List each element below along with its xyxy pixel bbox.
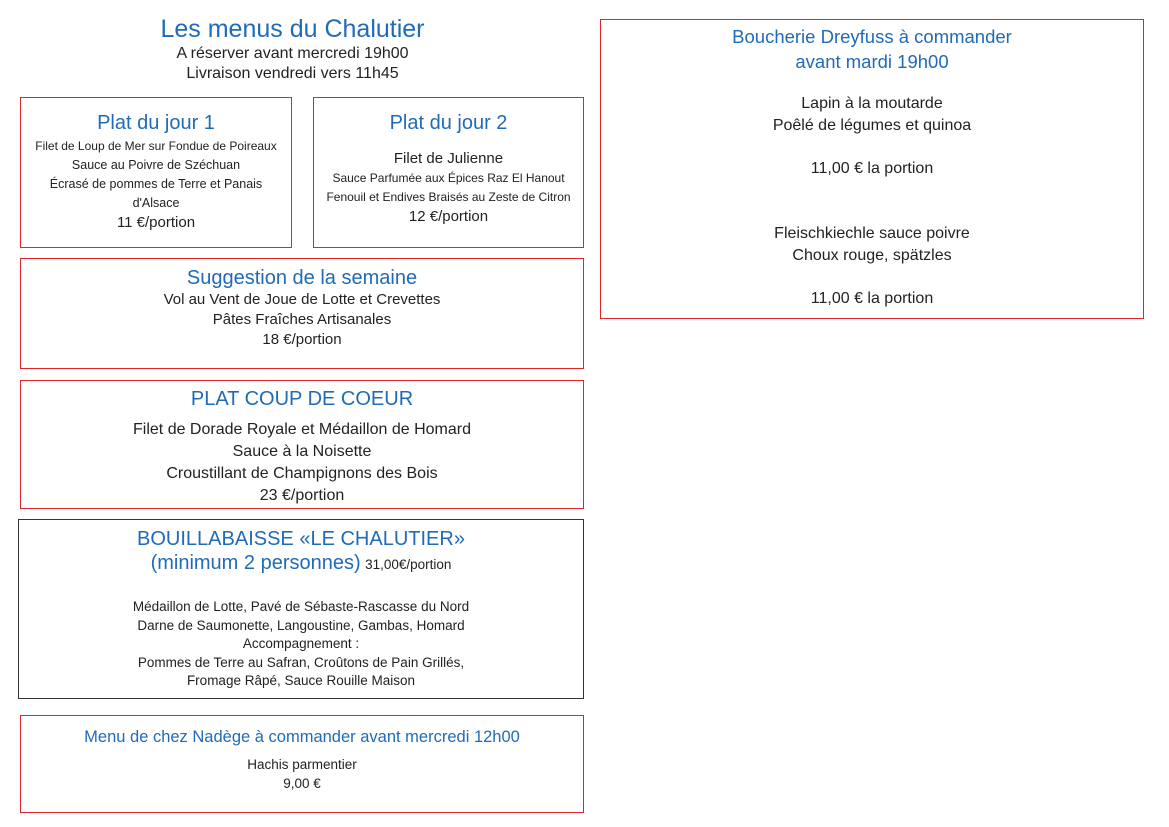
dreyfuss-item2-line: Choux rouge, spätzles [792, 247, 952, 264]
dreyfuss-title: Boucherie Dreyfuss à commander [732, 26, 1012, 47]
plat-du-jour-2-card [313, 97, 584, 248]
suggestion-line: Pâtes Fraîches Artisanales [212, 311, 392, 328]
plat1-line: Filet de Loup de Mer sur Fondue de Poireaux [35, 139, 277, 153]
plat1-title: Plat du jour 1 [97, 112, 215, 134]
bouillabaisse-price: 31,00€/portion [365, 557, 452, 572]
suggestion-title: Suggestion de la semaine [186, 267, 418, 289]
coeur-price: 23 €/portion [259, 487, 345, 504]
nadege-line: Hachis parmentier [247, 757, 357, 772]
delivery-info: Livraison vendredi vers 11h45 [186, 65, 399, 82]
menu-header [40, 14, 545, 84]
plat1-line: d'Alsace [132, 196, 180, 210]
plat2-price: 12 €/portion [408, 208, 489, 225]
nadege-menu-card [20, 715, 584, 813]
bouillabaisse-line: Médaillon de Lotte, Pavé de Sébaste-Rascasse du Nord [132, 599, 470, 614]
plat2-title: Plat du jour 2 [389, 112, 508, 134]
bouillabaisse-line: Fromage Râpé, Sauce Rouille Maison [186, 673, 416, 688]
dreyfuss-item1-line: Lapin à la moutarde [801, 95, 943, 112]
suggestion-line: Vol au Vent de Joue de Lotte et Crevettes [163, 291, 441, 308]
plat2-line: Sauce Parfumée aux Épices Raz El Hanout [332, 171, 565, 185]
coeur-line: Filet de Dorade Royale et Médaillon de Homard [133, 421, 471, 438]
suggestion-price: 18 €/portion [262, 331, 342, 348]
plat2-line: Fenouil et Endives Braisés au Zeste de Citron [326, 190, 571, 204]
dreyfuss-item1-price: 11,00 € la portion [810, 160, 934, 177]
coeur-line: Croustillant de Champignons des Bois [166, 465, 438, 482]
bouillabaisse-line: Accompagnement : [242, 636, 360, 651]
dreyfuss-deadline: avant mardi 19h00 [795, 51, 949, 72]
bouillabaisse-subtitle: (minimum 2 personnes) [150, 552, 361, 574]
reservation-deadline: A réserver avant mercredi 19h00 [176, 45, 409, 62]
bouillabaisse-title: BOUILLABAISSE «LE CHALUTIER» [137, 528, 465, 550]
plat1-line: Sauce au Poivre de Széchuan [71, 158, 241, 172]
dreyfuss-item1-line: Poêlé de légumes et quinoa [772, 117, 972, 134]
plat1-price: 11 €/portion [116, 214, 196, 231]
boucherie-dreyfuss-card [600, 19, 1144, 319]
bouillabaisse-line: Darne de Saumonette, Langoustine, Gambas, Homard [137, 617, 465, 633]
plat1-line: Écrasé de pommes de Terre et Panais [49, 177, 263, 191]
page-title: Les menus du Chalutier [160, 15, 425, 43]
nadege-price: 9,00 € [283, 775, 321, 791]
coup-de-coeur-card [20, 380, 584, 509]
plat2-main: Filet de Julienne [393, 150, 504, 167]
plat-du-jour-1-card [20, 97, 292, 248]
dreyfuss-item2-line: Fleischkiechle sauce poivre [774, 225, 970, 242]
nadege-title: Menu de chez Nadège à commander avant mercredi 12h00 [84, 728, 520, 746]
bouillabaisse-card [18, 519, 584, 699]
dreyfuss-item2-price: 11,00 € la portion [810, 290, 934, 307]
coeur-title: PLAT COUP DE COEUR [190, 388, 414, 410]
suggestion-card [20, 258, 584, 369]
coeur-line: Sauce à la Noisette [232, 443, 372, 460]
bouillabaisse-line: Pommes de Terre au Safran, Croûtons de Pain Grillés, [137, 654, 465, 670]
